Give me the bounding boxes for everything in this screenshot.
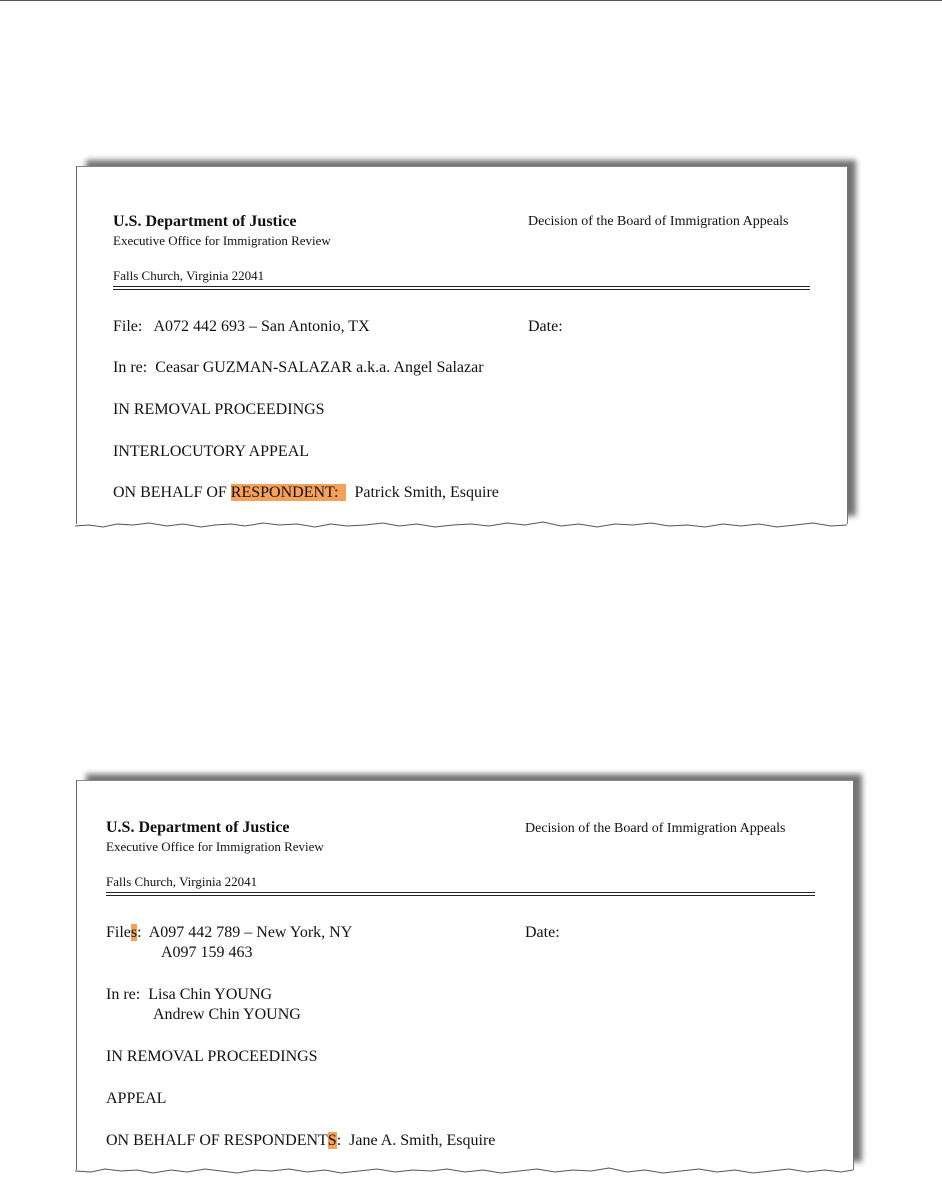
date-label: Date: — [525, 924, 560, 941]
file-label: File: — [113, 318, 143, 335]
date-label: Date: — [528, 318, 563, 335]
department-heading: U.S. Department of Justice — [113, 213, 297, 230]
proceedings-line: IN REMOVAL PROCEEDINGS — [113, 401, 325, 418]
office-address: Falls Church, Virginia 22041 — [106, 874, 258, 889]
in-re-label: In re: — [113, 359, 148, 376]
respondent-highlight: RESPONDENT: — [231, 484, 347, 501]
on-behalf-line — [106, 1132, 495, 1150]
office-address: Falls Church, Virginia 22041 — [113, 268, 265, 283]
files-label-prefix: File — [106, 924, 131, 941]
torn-edge — [75, 1164, 853, 1178]
appeal-type-line: INTERLOCUTORY APPEAL — [113, 443, 310, 460]
decision-title: Decision of the Board of Immigration Appeals — [525, 821, 786, 836]
file-number-1: A097 442 789 – New York, NY — [148, 924, 353, 941]
double-rule — [113, 286, 810, 290]
paper — [76, 166, 848, 524]
torn-edge — [75, 518, 847, 532]
file-line — [113, 318, 370, 336]
in-re-line — [113, 359, 484, 377]
plural-s-highlight: S — [327, 1132, 337, 1149]
on-behalf-prefix: ON BEHALF OF — [113, 484, 231, 501]
paper — [76, 780, 854, 1170]
office-name: Executive Office for Immigration Review — [106, 839, 324, 854]
file-number: A072 442 693 – San Antonio, TX — [153, 318, 370, 335]
top-border — [0, 0, 942, 1]
files-label-colon: : — [137, 924, 142, 941]
in-re-label: In re: — [106, 986, 141, 1003]
double-rule — [106, 892, 815, 896]
decision-title: Decision of the Board of Immigration Appeals — [528, 214, 789, 229]
respondent-name-2: Andrew Chin YOUNG — [153, 1006, 301, 1023]
office-name: Executive Office for Immigration Review — [113, 233, 331, 248]
department-heading: U.S. Department of Justice — [106, 819, 290, 836]
document-excerpt-1 — [76, 166, 848, 524]
respondent-name: Ceasar GUZMAN-SALAZAR a.k.a. Angel Salazar — [155, 359, 484, 376]
on-behalf-colon: : — [336, 1132, 342, 1149]
appeal-type-line: APPEAL — [106, 1090, 167, 1107]
on-behalf-prefix: ON BEHALF OF RESPONDENT — [106, 1132, 328, 1149]
document-excerpt-2 — [76, 780, 854, 1170]
respondent-name-1: Lisa Chin YOUNG — [148, 986, 273, 1003]
proceedings-line: IN REMOVAL PROCEEDINGS — [106, 1048, 318, 1065]
in-re-line — [106, 986, 272, 1004]
plural-s-highlight: s — [130, 924, 138, 941]
counsel-name: Jane A. Smith, Esquire — [349, 1132, 496, 1149]
files-line — [106, 924, 352, 942]
file-number-2: A097 159 463 — [161, 944, 253, 961]
counsel-name: Patrick Smith, Esquire — [354, 484, 499, 501]
on-behalf-line — [113, 484, 499, 502]
